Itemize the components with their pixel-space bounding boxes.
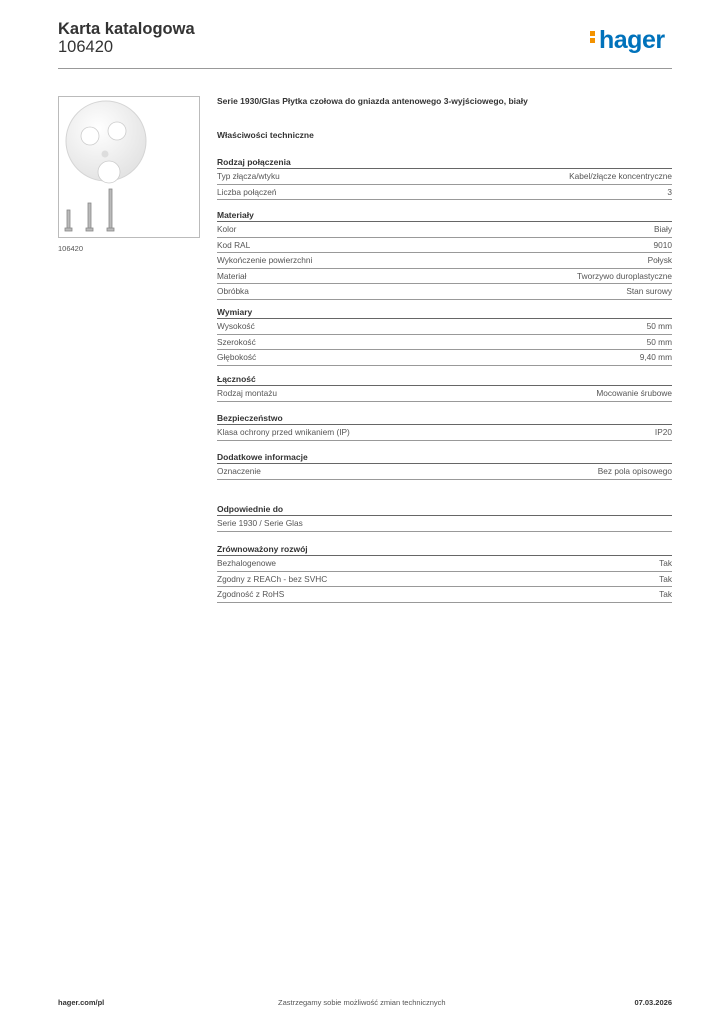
row-label: Oznaczenie (217, 466, 261, 476)
product-title: Serie 1930/Glas Płytka czołowa do gniazda antenowego 3-wyjściowego, biały (217, 96, 528, 106)
row-value: Tworzywo duroplastyczne (577, 270, 672, 281)
table-row (217, 572, 672, 588)
row-value: Kabel/złącze koncentryczne (569, 171, 672, 181)
row-label: Materiał (217, 270, 247, 281)
table-row (217, 335, 672, 351)
table-row (217, 185, 672, 201)
group-title: Materiały (217, 209, 672, 222)
logo-text: hager (599, 26, 665, 54)
footer-website-link[interactable]: hager.com/pl (58, 998, 105, 1007)
header-divider (58, 68, 672, 69)
row-label: Serie 1930 / Serie Glas (217, 518, 303, 528)
row-value: 50 mm (646, 321, 672, 331)
row-value: 9,40 mm (639, 352, 672, 362)
row-label: Wysokość (217, 321, 255, 331)
row-value: Tak (659, 573, 672, 584)
row-label: Bezhalogenowe (217, 558, 277, 568)
row-value: Połysk (647, 255, 672, 265)
row-value: Tak (659, 558, 672, 568)
row-value: Bez pola opisowego (597, 466, 672, 476)
row-label: Obróbka (217, 286, 249, 296)
footer-date: 07.03.2026 (634, 998, 672, 1007)
group-suitable-for (217, 503, 672, 532)
footer-disclaimer: Zastrzegamy sobie możliwość zmian technicznych (278, 998, 446, 1007)
table-row (217, 319, 672, 335)
group-title: Wymiary (217, 306, 672, 319)
row-label: Szerokość (217, 336, 256, 347)
group-materials (217, 209, 672, 300)
row-value: 50 mm (646, 336, 672, 347)
product-code: 106420 (58, 38, 114, 56)
row-value: Tak (659, 589, 672, 599)
row-label: Kod RAL (217, 239, 251, 250)
row-label: Zgodny z REACh - bez SVHC (217, 573, 328, 584)
group-title: Dodatkowe informacje (217, 451, 672, 464)
table-row (217, 222, 672, 238)
row-label: Zgodność z RoHS (217, 589, 285, 599)
group-title: Łączność (217, 373, 672, 386)
group-safety (217, 412, 672, 441)
table-row (217, 386, 672, 402)
table-row (217, 269, 672, 285)
row-value: IP20 (654, 427, 672, 437)
row-label: Wykończenie powierzchni (217, 255, 313, 265)
group-connectivity (217, 373, 672, 402)
row-label: Rodzaj montażu (217, 388, 277, 398)
row-value: 3 (667, 186, 672, 197)
table-row (217, 425, 672, 441)
group-title: Rodzaj połączenia (217, 156, 672, 169)
group-title: Bezpieczeństwo (217, 412, 672, 425)
image-caption: 106420 (58, 244, 84, 253)
row-value: Mocowanie śrubowe (596, 388, 672, 398)
table-row (217, 238, 672, 254)
table-row (217, 464, 672, 480)
section-title: Właściwości techniczne (217, 130, 314, 140)
group-title: Odpowiednie do (217, 503, 672, 516)
table-row (217, 556, 672, 572)
logo-colon-icon (590, 29, 596, 45)
row-label: Typ złącza/wtyku (217, 171, 280, 181)
table-row (217, 169, 672, 185)
document-title: Karta katalogowa (58, 20, 195, 38)
group-additional-info (217, 451, 672, 480)
table-row (217, 284, 672, 300)
product-image (58, 96, 200, 238)
group-connection-type (217, 156, 672, 200)
group-dimensions (217, 306, 672, 366)
table-row (217, 350, 672, 366)
table-row (217, 587, 672, 603)
hager-logo (590, 26, 665, 55)
table-row (217, 253, 672, 269)
row-label: Klasa ochrony przed wnikaniem (IP) (217, 427, 350, 437)
row-label: Kolor (217, 224, 237, 234)
row-label: Głębokość (217, 352, 257, 362)
group-title: Zrównoważony rozwój (217, 543, 672, 556)
table-row (217, 516, 672, 532)
row-value: 9010 (653, 239, 672, 250)
row-value: Biały (654, 224, 672, 234)
row-label: Liczba połączeń (217, 186, 277, 197)
row-value: Stan surowy (626, 286, 672, 296)
group-sustainability (217, 543, 672, 603)
cover-plate-illustration (59, 97, 199, 237)
